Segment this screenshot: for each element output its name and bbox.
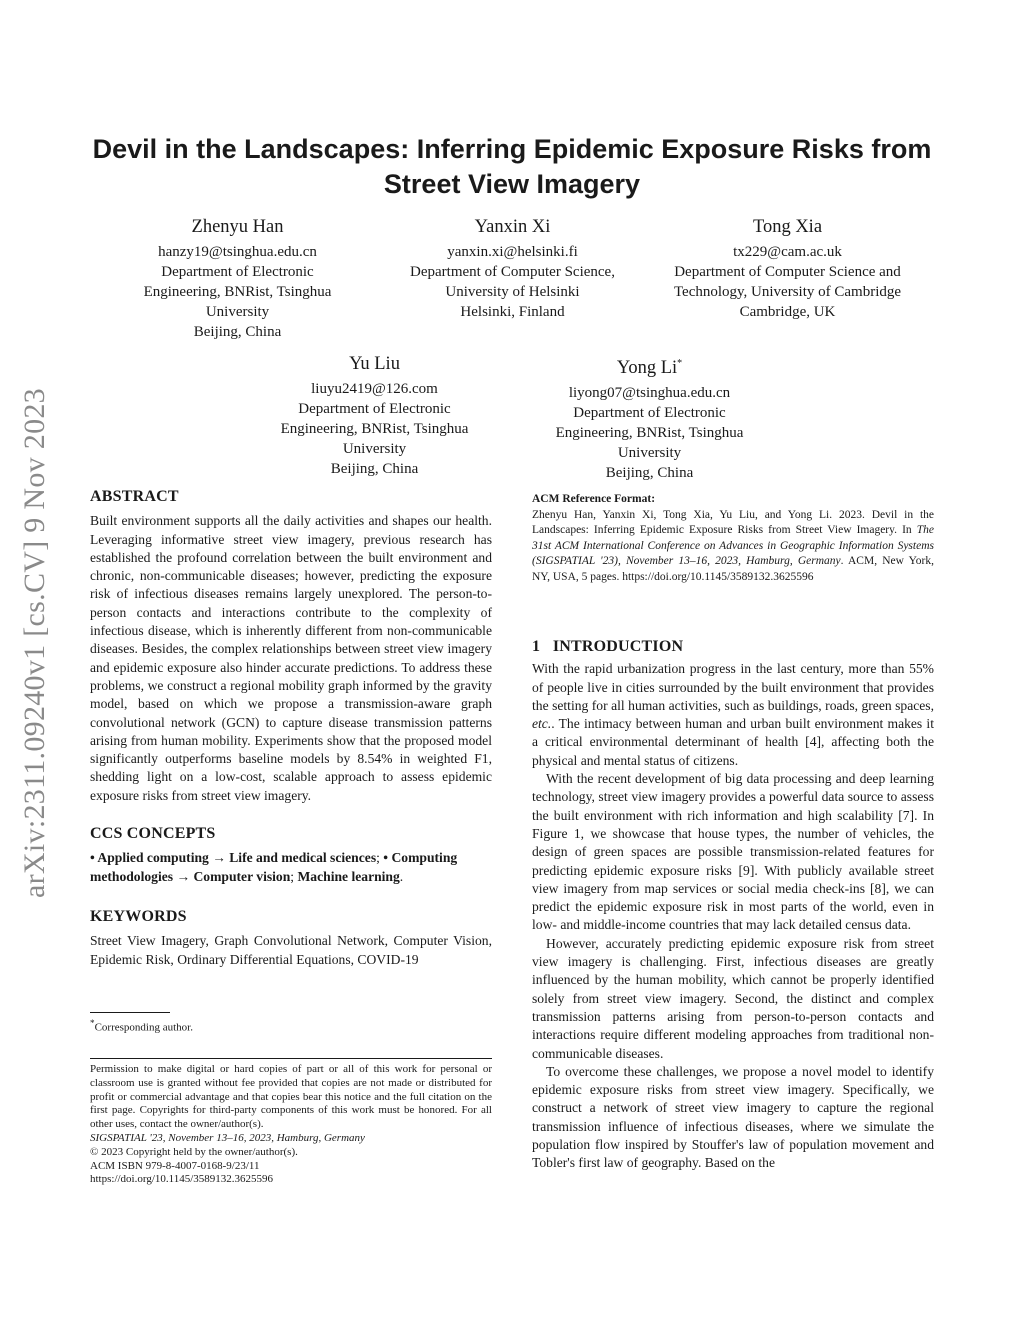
intro-text: etc. [532, 716, 552, 732]
permission-rule [90, 1058, 492, 1059]
author-email: liuyu2419@126.com [311, 381, 438, 397]
left-column [90, 488, 492, 969]
author-name: Yong Li [616, 358, 678, 379]
ccs-term: Applied computing [97, 850, 209, 866]
intro-heading [532, 638, 934, 656]
permission-copyright: © 2023 Copyright held by the owner/author(s). [90, 1145, 298, 1158]
arxiv-identifier: arXiv:2311.09240v1 [cs.CV] 9 Nov 2023 [18, 387, 51, 898]
author-2 [375, 216, 650, 322]
intro-paragraph-4: To overcome these challenges, we propose a novel model to identify epidemic exposure risks from street view imagery. Specifically, we construct a network of street view imagery to capture the regional transmission influence of infectious diseases, where we simulate the population flow inspired by Stouffer's law of population movement and Tobler's first law of geography. Based on the [532, 1063, 934, 1171]
permission-doi: https://doi.org/10.1145/3589132.3625596 [90, 1173, 274, 1186]
permission-block [90, 1063, 492, 1187]
author-affiliation: Cambridge, UK [739, 304, 836, 320]
arxiv-sidebar [14, 355, 56, 930]
author-affiliation: Department of Electronic [298, 401, 451, 417]
author-affiliation: Helsinki, Finland [460, 304, 565, 320]
author-3 [650, 216, 925, 322]
keywords-heading: KEYWORDS [90, 907, 187, 925]
ccs-term: Computer vision [193, 868, 291, 884]
author-affiliation: Engineering, BNRist, Tsinghua [555, 425, 744, 442]
author-affiliation: Department of Computer Science, [410, 264, 615, 280]
author-affiliation: Beijing, China [330, 461, 419, 477]
author-email: hanzy19@tsinghua.edu.cn [158, 244, 317, 260]
author-affiliation: Department of Electronic [161, 264, 314, 280]
permission-text: Permission to make digital or hard copies of part or all of this work for personal or classroom use is granted without fee provided that copies are not made or distributed for profit or commercial advantage and that copies bear this notice and the full citation on the first page. Copyrights for third-party components of this work must be honored. For all other uses, contact the owner/author(s). [90, 1063, 492, 1131]
intro-paragraph-3: However, accurately predicting epidemic exposure risk from street view imagery is challenging. First, infectious diseases are greatly influenced by the human mobility, which cannot be properly identified solely from street view imagery. Second, the distinct and complex transmission patterns arising from person-to-person contacts and interactions require different modeling approaches from traditional non-communicable diseases. [532, 935, 934, 1061]
acm-reference [532, 492, 934, 585]
author-affiliation: University [205, 304, 270, 320]
right-column [532, 492, 934, 1173]
author-affiliation: Engineering, BNRist, Tsinghua [143, 284, 332, 300]
permission-venue: SIGSPATIAL '23, November 13–16, 2023, Hamburg, Germany [90, 1131, 365, 1144]
author-affiliation: University of Helsinki [445, 284, 580, 300]
ccs-term: Machine learning [297, 868, 400, 884]
author-affiliation: Engineering, BNRist, Tsinghua [280, 421, 469, 437]
ccs-term: Computing methodologies [90, 850, 458, 884]
author-name: Yanxin Xi [474, 217, 551, 237]
author-email: liyong07@tsinghua.edu.cn [568, 385, 731, 402]
author-email: tx229@cam.ac.uk [733, 244, 842, 260]
author-4 [247, 353, 502, 479]
ccs-term: Life and medical sciences [229, 850, 377, 866]
intro-paragraph-2: With the recent development of big data processing and deep learning technology, street view imagery provides a powerful data source to assess the built environment with rich information and high scalability [7]. In Figure 1, we showcase that house types, the number of vehicles, the design of green spaces are possible transmission-related features for predicting epidemic exposure risks [9]. With publicly available street view imagery from map services or social media check-ins [8], we can predict the epidemic exposure risk in most parts of the world, even in low- and middle-income countries that may lack detailed census data. [532, 771, 934, 933]
author-affiliation: University [617, 445, 682, 462]
intro-text: With the rapid urbanization progress in the last century, more than 55% of people live in cities surrounded by the built environment that provides the setting for all human activities, such as buildings, roads, green spaces, [532, 661, 934, 713]
intro-heading-number: 1 [532, 638, 541, 655]
author-name: Zhenyu Han [191, 217, 284, 237]
author-name: Tong Xia [752, 217, 823, 237]
author-email: yanxin.xi@helsinki.fi [447, 244, 578, 260]
author-affiliation: Beijing, China [605, 465, 694, 482]
author-affiliation: Department of Electronic [573, 405, 726, 422]
abstract-heading: ABSTRACT [90, 488, 179, 505]
abstract-text: Built environment supports all the daily activities and shapes our health. Leveraging informative street view imagery, previous research has established the profound correlation between the built environment and chronic, non-communicable diseases; however, predicting the exposure risk of infectious diseases remains largely unexplored. The person-to-person contacts and interactions contribute to the complexity of infectious disease, which is inherently different from non-communicable diseases. Besides, the complex relationships between street view imagery and epidemic exposure also hinder accurate predictions. To address these problems, we construct a regional mobility graph informed by the gravity model, based on which we propose a transmission-aware graph convolutional network (GCN) to capture disease transmission patterns arising from human mobility. Experiments show that the proposed model significantly outperforms baseline models by 8.54% in weighted F1, shedding light on a low-cost, scalable approach to assess epidemic exposure risks from street view imagery. [90, 513, 492, 803]
intro-text: . The intimacy between human and urban built environment makes it a critical environmental determinant of health [4], affecting both the physical and mental status of citizens. [532, 716, 934, 768]
acm-reference-heading: ACM Reference Format: [532, 493, 656, 505]
footnote-mark: * [90, 1018, 95, 1028]
footnote-text: Corresponding author. [94, 1021, 193, 1034]
ccs-heading: CCS CONCEPTS [90, 825, 216, 843]
author-1 [110, 216, 365, 342]
acm-reference-text [532, 508, 934, 586]
author-name: Yu Liu [349, 354, 400, 374]
ccs-concepts: • Applied computing → Life and medical sciences; • Computing methodologies → Computer vision; Machine learning. [90, 850, 458, 884]
author-affiliation: University [342, 441, 407, 457]
keywords-text: Street View Imagery, Graph Convolutional Network, Computer Vision, Epidemic Risk, Ordinary Differential Equations, COVID-19 [90, 933, 492, 967]
footnote-rule [90, 1012, 170, 1013]
author-5 [522, 353, 777, 483]
intro-paragraph-1 [532, 660, 934, 770]
permission-isbn: ACM ISBN 979-8-4007-0168-9/23/11 [90, 1159, 260, 1172]
author-name-wrap [522, 353, 777, 379]
footnote [90, 1017, 492, 1035]
author-affiliation: Technology, University of Cambridge [673, 284, 902, 300]
intro-heading-text: INTRODUCTION [552, 638, 684, 655]
acm-reference-authors: Zhenyu Han, Yanxin Xi, Tong Xia, Yu Liu, and Yong Li. 2023. Devil in the Landscapes: Inferring Epidemic Exposure Risks from Street View Imagery. In [532, 508, 934, 536]
paper-title: Devil in the Landscapes: Inferring Epidemic Exposure Risks from Street View Imagery [92, 134, 932, 199]
corresponding-mark: * [677, 358, 683, 369]
author-affiliation: Beijing, China [193, 324, 282, 340]
acm-reference-publisher: . ACM, New York, NY, USA, 5 pages. https://doi.org/10.1145/3589132.3625596 [532, 555, 934, 583]
author-affiliation: Department of Computer Science and [674, 264, 901, 280]
acm-reference-venue: The 31st ACM International Conference on Advances in Geographic Information Systems (SIGSPATIAL '23), November 13–16, 2023, Hamburg, Germany [532, 524, 934, 567]
